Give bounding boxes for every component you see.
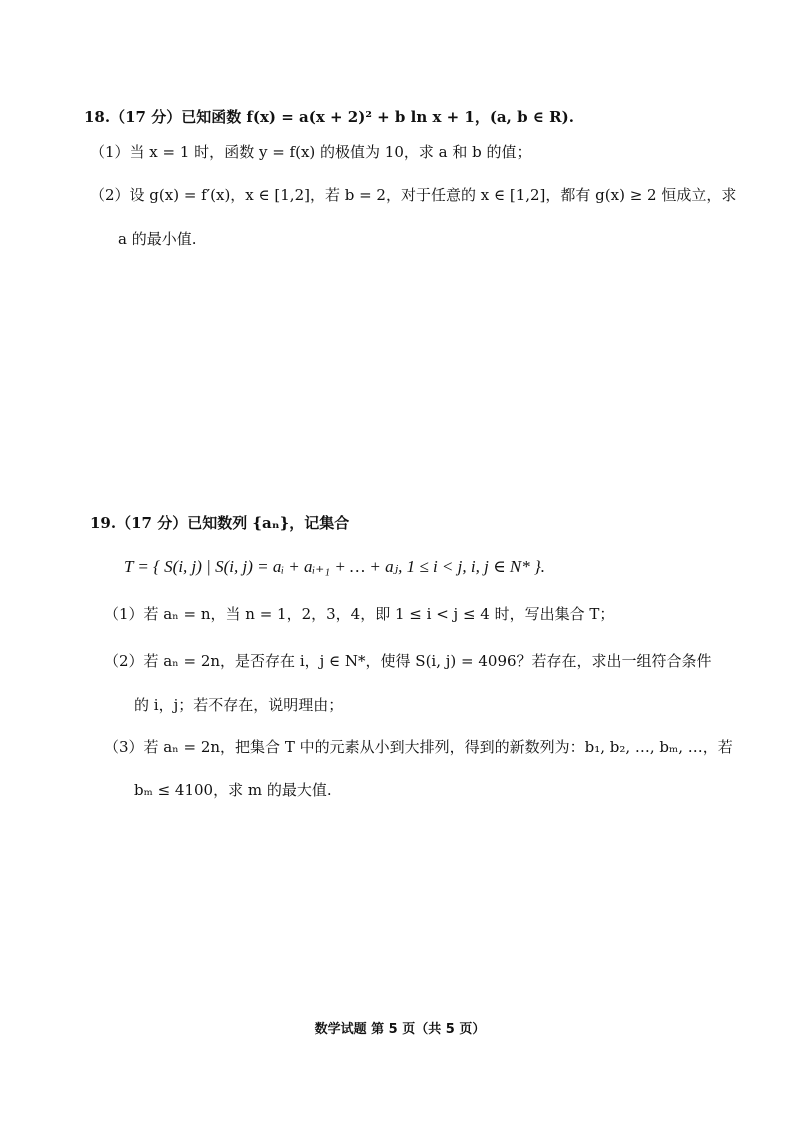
q18-part2-line2: a 的最小值. <box>118 230 197 248</box>
q19-header: 19.（17 分）已知数列 {aₙ}，记集合 <box>90 514 350 532</box>
page-footer: 数学试题 第 5 页（共 5 页） <box>314 1022 486 1037</box>
q19-part2-line1: （2）若 aₙ = 2n，是否存在 i，j ∈ N*，使得 S(i, j) = 4096？若存在，求出一组符合条件 <box>104 652 712 670</box>
q19-part3-line1: （3）若 aₙ = 2n，把集合 T 中的元素从小到大排列，得到的新数列为：b₁, b₂, …, bₘ, …，若 <box>104 738 733 756</box>
q18-part2-line1: （2）设 g(x) = f′(x)，x ∈ [1,2]，若 b = 2，对于任意的 x ∈ [1,2]，都有 g(x) ≥ 2 恒成立，求 <box>90 186 737 204</box>
q18-part1: （1）当 x = 1 时，函数 y = f(x) 的极值为 10，求 a 和 b 的值； <box>90 143 532 161</box>
q19-part1: （1）若 aₙ = n，当 n = 1，2，3，4，即 1 ≤ i < j ≤ 4 时，写出集合 T； <box>104 605 615 623</box>
q19-set-definition-formula: T = { S(i, j) | S(i, j) = aᵢ + aᵢ₊₁ + … + aⱼ, 1 ≤ i < j, i, j ∈ N* }. <box>124 557 546 576</box>
q19-part2-line2: 的 i，j；若不存在，说明理由； <box>134 696 344 714</box>
q19-part3-line2: bₘ ≤ 4100，求 m 的最大值. <box>134 781 332 799</box>
q18-header: 18.（17 分）已知函数 f(x) = a(x + 2)² + b ln x + 1，(a, b ∈ R). <box>84 108 574 126</box>
